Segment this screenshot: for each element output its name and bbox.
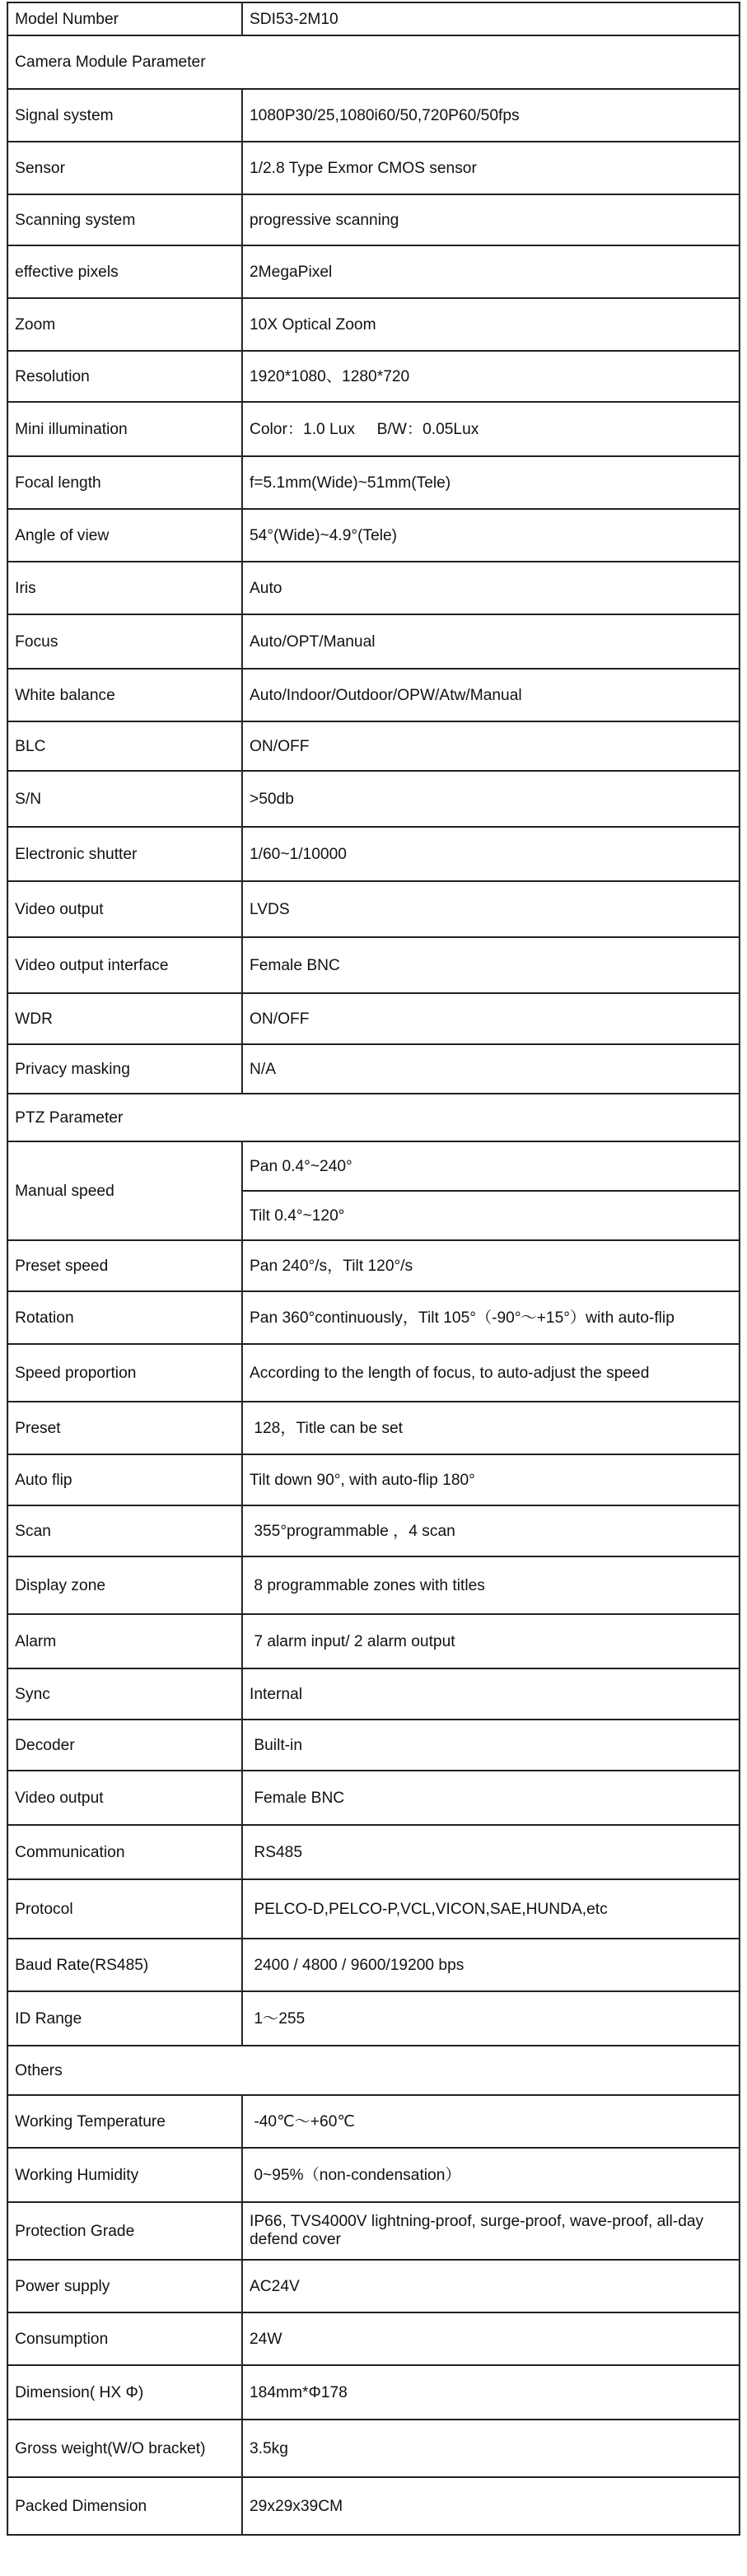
spec-row <box>7 614 740 669</box>
row-label: Power supply <box>7 2260 242 2312</box>
row-value: 7 alarm input/ 2 alarm output <box>242 1614 740 1668</box>
row-value: 1080P30/25,1080i60/50,720P60/50fps <box>242 89 740 142</box>
spec-row <box>7 562 740 614</box>
row-label: Preset speed <box>7 1240 242 1291</box>
spec-row <box>7 669 740 721</box>
spec-row <box>7 1991 740 2046</box>
row-label: Working Humidity <box>7 2148 242 2202</box>
spec-row <box>7 1668 740 1720</box>
section-row <box>7 2046 740 2095</box>
row-value: LVDS <box>242 881 740 937</box>
row-label: Video output <box>7 881 242 937</box>
row-label: Focus <box>7 614 242 669</box>
spec-table-body <box>7 2 740 2535</box>
row-value: 8 programmable zones with titles <box>242 1556 740 1614</box>
spec-row <box>7 1044 740 1094</box>
row-label: WDR <box>7 993 242 1044</box>
row-value: Auto <box>242 562 740 614</box>
spec-row <box>7 937 740 993</box>
spec-row <box>7 509 740 562</box>
row-label: Resolution <box>7 351 242 402</box>
row-value: Female BNC <box>242 937 740 993</box>
spec-row <box>7 351 740 402</box>
spec-row <box>7 402 740 456</box>
row-value: 1/2.8 Type Exmor CMOS sensor <box>242 142 740 194</box>
row-label: Rotation <box>7 1291 242 1344</box>
row-value: Internal <box>242 1668 740 1720</box>
row-value: 1/60~1/10000 <box>242 827 740 881</box>
row-value: PELCO-D,PELCO-P,VCL,VICON,SAE,HUNDA,etc <box>242 1879 740 1939</box>
spec-row <box>7 1454 740 1505</box>
row-value: 3.5kg <box>242 2420 740 2477</box>
spec-row <box>7 1505 740 1556</box>
row-value: According to the length of focus, to auto-adjust the speed <box>242 1344 740 1402</box>
row-label: Auto flip <box>7 1454 242 1505</box>
row-value: N/A <box>242 1044 740 1094</box>
spec-row <box>7 1291 740 1344</box>
section-heading: Camera Module Parameter <box>7 35 740 89</box>
row-value: Auto/Indoor/Outdoor/OPW/Atw/Manual <box>242 669 740 721</box>
spec-row <box>7 2365 740 2420</box>
spec-row <box>7 771 740 827</box>
row-label: ID Range <box>7 1991 242 2046</box>
row-value: Color：1.0 Lux B/W：0.05Lux <box>242 402 740 456</box>
row-value: SDI53-2M10 <box>242 2 740 35</box>
spec-row <box>7 2 740 35</box>
row-value: 355°programmable ，4 scan <box>242 1505 740 1556</box>
section-row <box>7 1094 740 1141</box>
section-heading: PTZ Parameter <box>7 1094 740 1141</box>
section-row <box>7 35 740 89</box>
spec-row <box>7 194 740 245</box>
row-label: Scanning system <box>7 194 242 245</box>
row-label: Model Number <box>7 2 242 35</box>
row-label: Baud Rate(RS485) <box>7 1939 242 1991</box>
row-value: progressive scanning <box>242 194 740 245</box>
row-value: 2400 / 4800 / 9600/19200 bps <box>242 1939 740 1991</box>
section-heading: Others <box>7 2046 740 2095</box>
row-value: -40℃～+60℃ <box>242 2095 740 2148</box>
row-value: 54°(Wide)~4.9°(Tele) <box>242 509 740 562</box>
row-value: 184mm*Φ178 <box>242 2365 740 2420</box>
row-label: Packed Dimension <box>7 2477 242 2535</box>
row-value: ON/OFF <box>242 721 740 771</box>
row-value: Built-in <box>242 1720 740 1771</box>
spec-row <box>7 1720 740 1771</box>
row-value: 1920*1080、1280*720 <box>242 351 740 402</box>
row-value: Female BNC <box>242 1771 740 1825</box>
row-label: Gross weight(W/O bracket) <box>7 2420 242 2477</box>
row-value: 0~95%（non-condensation） <box>242 2148 740 2202</box>
row-value: AC24V <box>242 2260 740 2312</box>
row-label: Decoder <box>7 1720 242 1771</box>
row-label: Manual speed <box>7 1141 242 1240</box>
spec-row <box>7 2420 740 2477</box>
row-label: Protection Grade <box>7 2202 242 2260</box>
row-label: Angle of view <box>7 509 242 562</box>
spec-row <box>7 1344 740 1402</box>
spec-row <box>7 1402 740 1454</box>
spec-row <box>7 245 740 298</box>
row-label: Video output interface <box>7 937 242 993</box>
row-value: f=5.1mm(Wide)~51mm(Tele) <box>242 456 740 509</box>
row-value: 1～255 <box>242 1991 740 2046</box>
spec-row <box>7 89 740 142</box>
row-label: Communication <box>7 1825 242 1879</box>
spec-row <box>7 2260 740 2312</box>
row-value: Pan 0.4°~240° <box>242 1141 740 1191</box>
spec-table <box>7 2 740 2536</box>
row-label: Display zone <box>7 1556 242 1614</box>
row-label: effective pixels <box>7 245 242 298</box>
spec-row <box>7 1141 740 1191</box>
spec-row <box>7 1771 740 1825</box>
row-label: Privacy masking <box>7 1044 242 1094</box>
row-value: IP66, TVS4000V lightning-proof, surge-proof, wave-proof, all-day defend cover <box>242 2202 740 2260</box>
row-label: BLC <box>7 721 242 771</box>
row-value: Auto/OPT/Manual <box>242 614 740 669</box>
spec-row <box>7 142 740 194</box>
row-value: >50db <box>242 771 740 827</box>
row-label: Scan <box>7 1505 242 1556</box>
row-label: White balance <box>7 669 242 721</box>
row-value: Tilt 0.4°~120° <box>242 1191 740 1240</box>
row-value: ON/OFF <box>242 993 740 1044</box>
row-label: Focal length <box>7 456 242 509</box>
row-value: 2MegaPixel <box>242 245 740 298</box>
row-label: Electronic shutter <box>7 827 242 881</box>
spec-row <box>7 456 740 509</box>
spec-row <box>7 1879 740 1939</box>
row-value: 24W <box>242 2312 740 2365</box>
row-value: RS485 <box>242 1825 740 1879</box>
row-label: Speed proportion <box>7 1344 242 1402</box>
spec-row <box>7 1825 740 1879</box>
row-label: Iris <box>7 562 242 614</box>
row-label: S/N <box>7 771 242 827</box>
spec-row <box>7 2202 740 2260</box>
row-label: Dimension( HX Φ) <box>7 2365 242 2420</box>
row-label: Signal system <box>7 89 242 142</box>
spec-row <box>7 1556 740 1614</box>
row-value: 29x29x39CM <box>242 2477 740 2535</box>
spec-row <box>7 298 740 351</box>
row-value: Pan 360°continuously，Tilt 105°（-90°～+15°）with auto-flip <box>242 1291 740 1344</box>
spec-row <box>7 721 740 771</box>
row-value: 128，Title can be set <box>242 1402 740 1454</box>
row-value: Pan 240°/s，Tilt 120°/s <box>242 1240 740 1291</box>
spec-row <box>7 2477 740 2535</box>
spec-row <box>7 2312 740 2365</box>
row-label: Zoom <box>7 298 242 351</box>
row-label: Video output <box>7 1771 242 1825</box>
row-label: Mini illumination <box>7 402 242 456</box>
row-label: Protocol <box>7 1879 242 1939</box>
row-value: Tilt down 90°, with auto-flip 180° <box>242 1454 740 1505</box>
spec-row <box>7 2095 740 2148</box>
row-label: Preset <box>7 1402 242 1454</box>
row-value: 10X Optical Zoom <box>242 298 740 351</box>
row-label: Sensor <box>7 142 242 194</box>
spec-row <box>7 993 740 1044</box>
spec-row <box>7 1939 740 1991</box>
row-label: Working Temperature <box>7 2095 242 2148</box>
spec-row <box>7 2148 740 2202</box>
spec-row <box>7 827 740 881</box>
spec-row <box>7 1240 740 1291</box>
spec-row <box>7 1614 740 1668</box>
row-label: Alarm <box>7 1614 242 1668</box>
row-label: Sync <box>7 1668 242 1720</box>
row-label: Consumption <box>7 2312 242 2365</box>
spec-row <box>7 881 740 937</box>
